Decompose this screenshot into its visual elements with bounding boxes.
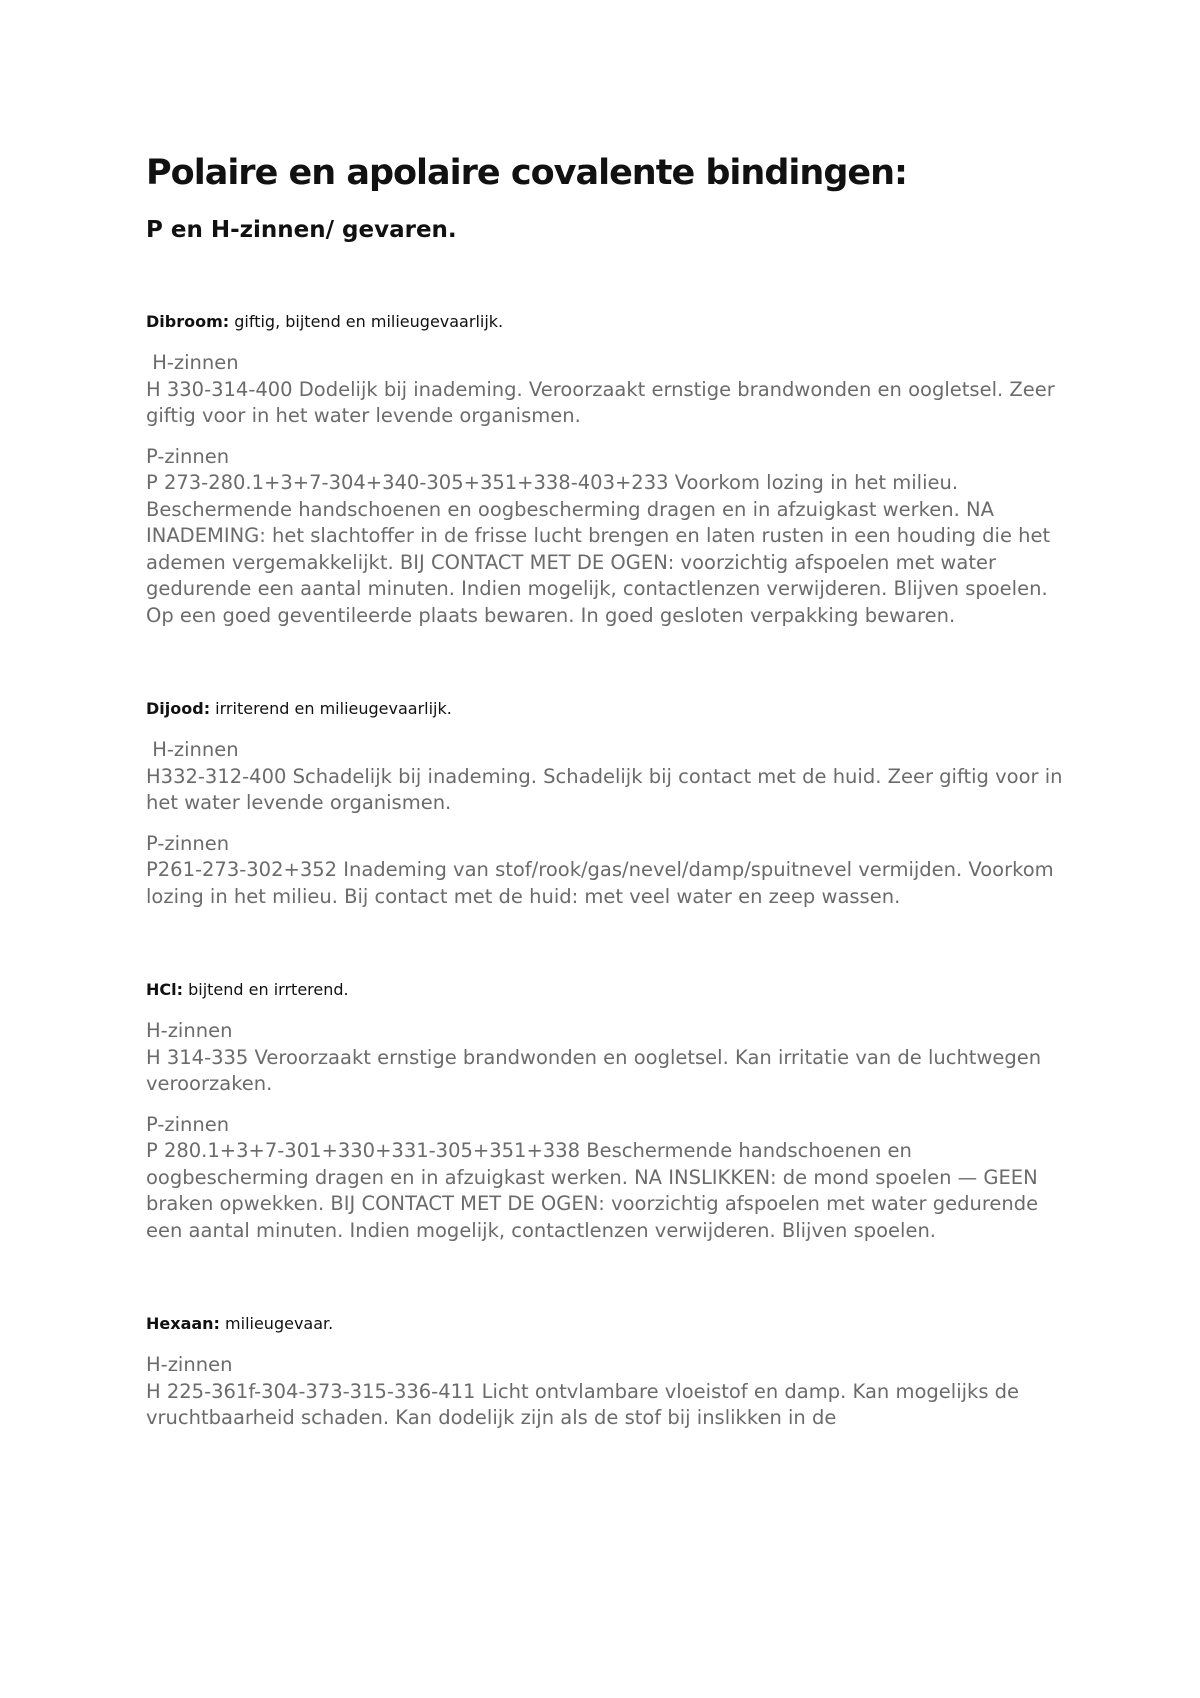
substance-hazards: irriterend en milieugevaarlijk. — [210, 699, 452, 718]
substance-name: Dijood: — [146, 699, 211, 718]
substance-hazards: giftig, bijtend en milieugevaarlijk. — [229, 312, 504, 331]
p-zinnen-text: P261-273-302+352 Inademing van stof/rook/gas/nevel/damp/spuitnevel vermijden. Voorkom lozing in het milieu. Bij contact met de huid: met veel water en zeep wassen. — [146, 858, 1054, 908]
h-zinnen-text: H 225-361f-304-373-315-336-411 Licht ontvlambare vloeistof en damp. Kan mogelijks de vruchtbaarheid schaden. Kan dodelijk zijn als de stof bij inslikken in de — [146, 1379, 1020, 1429]
section-hcl — [146, 978, 1066, 1244]
p-zinnen-label: P-zinnen — [146, 444, 230, 468]
h-zinnen-label: H-zinnen — [146, 1019, 233, 1042]
document-title: Polaire en apolaire covalente bindingen: — [146, 153, 908, 193]
substance-name: HCl: — [146, 980, 184, 999]
h-zinnen-text: H 330-314-400 Dodelijk bij inademing. Veroorzaakt ernstige brandwonden en oogletsel. Zeer giftig voor in het water levende organismen. — [146, 377, 1055, 427]
section-heading — [146, 1312, 1066, 1336]
substance-hazards: milieugevaar. — [219, 1314, 334, 1333]
h-zinnen-text: H332-312-400 Schadelijk bij inademing. Schadelijk bij contact met de huid. Zeer giftig voor in het water levende organismen. — [146, 764, 1063, 814]
h-zinnen-label: H-zinnen — [146, 1353, 233, 1376]
document-subtitle: P en H-zinnen/ gevaren. — [146, 217, 457, 243]
section-heading — [146, 978, 1066, 1002]
section-dijood — [146, 697, 1066, 910]
section-heading — [146, 310, 1066, 334]
p-zinnen-label: P-zinnen — [146, 1112, 230, 1136]
section-dibroom — [146, 310, 1066, 629]
section-heading — [146, 697, 1066, 721]
h-zinnen-label: H-zinnen — [146, 738, 239, 761]
h-zinnen-label: H-zinnen — [146, 351, 239, 374]
substance-name: Dibroom: — [146, 312, 230, 331]
h-zinnen-text: H 314-335 Veroorzaakt ernstige brandwonden en oogletsel. Kan irritatie van de luchtwegen veroorzaken. — [146, 1045, 1042, 1095]
substance-name: Hexaan: — [146, 1314, 220, 1333]
section-hexaan — [146, 1312, 1066, 1432]
p-zinnen-label: P-zinnen — [146, 831, 230, 855]
p-zinnen-text: P 280.1+3+7-301+330+331-305+351+338 Beschermende handschoenen en oogbescherming dragen en in afzuigkast werken. NA INSLIKKEN: de mond spoelen — GEEN braken opwekken. BIJ CONTACT MET DE OGEN: voorzichtig afspoelen met water gedurende een aantal minuten. Indien mogelijk, contactlenzen verwijderen. Blijven spoelen. — [146, 1139, 1039, 1242]
document-body — [146, 148, 1066, 1432]
p-zinnen-text: P 273-280.1+3+7-304+340-305+351+338-403+233 Voorkom lozing in het milieu. Beschermende handschoenen en oogbescherming dragen en in afzuigkast werken. NA INADEMING: het slachtoffer in de frisse lucht brengen en laten rusten in een houding die het ademen vergemakkelijkt. BIJ CONTACT MET DE OGEN: voorzichtig afspoelen met water gedurende een aantal minuten. Indien mogelijk, contactlenzen verwijderen. Blijven spoelen. Op een goed geventileerde plaats bewaren. In goed gesloten verpakking bewaren. — [146, 471, 1051, 627]
substance-hazards: bijtend en irrterend. — [183, 980, 349, 999]
